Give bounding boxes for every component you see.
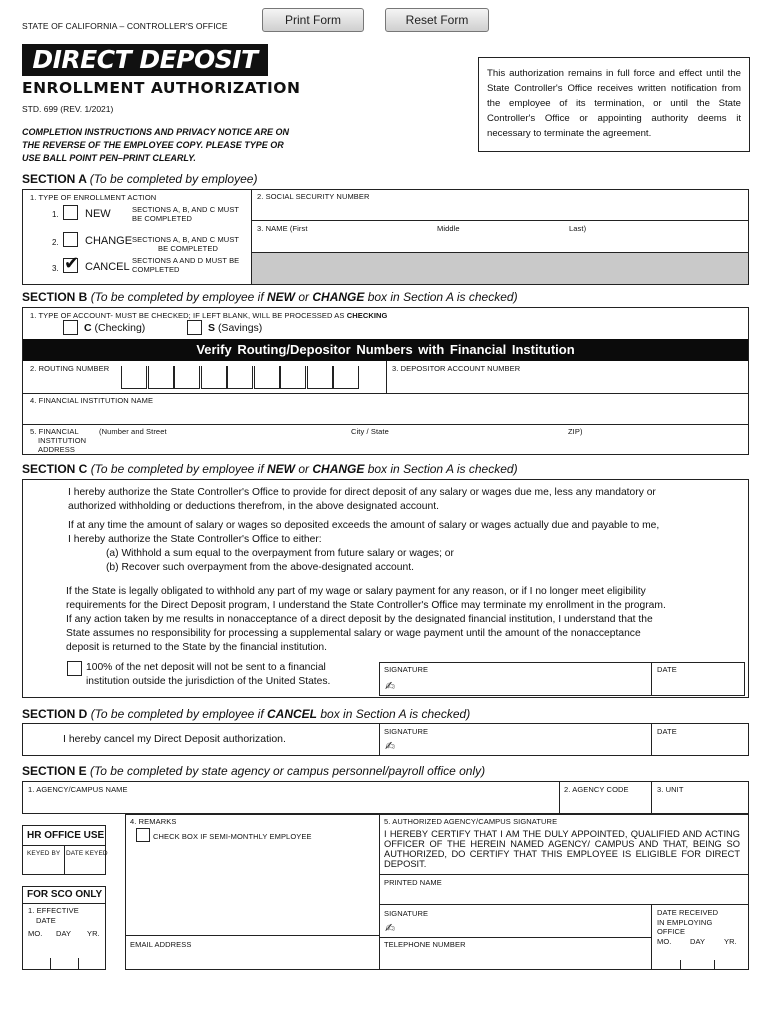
termination-paragraph: If the State is legally obligated to withhold any part of my wage or salary payment for any reason, or if I no longer meet eligibility requirements for the Direct Deposit program, I understand the State Controller's Office may terminate my enrollment in the program. If any action taken by me results in nonacceptance of a direct deposit by the designated financial institution, I understand that the State assumes no responsibility for processing a supplemental salary or wage payment until the amount of the nonacceptance deposit is returned to the State by the financial institution.	[66, 586, 666, 653]
institution-address-label: 5. FINANCIAL INSTITUTION ADDRESS	[30, 427, 87, 454]
mo-label: MO.	[657, 937, 672, 946]
change-checkbox[interactable]	[63, 232, 78, 247]
street-label: (Number and Street	[99, 427, 167, 436]
certification-statement: I HEREBY CERTIFY THAT I AM THE DULY APPOINTED, QUALIFIED AND ACTING OFFICER OF THE HEREIN NAMED AGENCY/ CAMPUS AND THAT, BEING SO AUTHORIZED, DO CERTIFY THAT THIS EMPLOYEE IS ELIGIBLE FOR DIRECT DEPOSIT.	[384, 829, 740, 869]
overpayment-paragraph: If at any time the amount of salary or wages so deposited exceeds the amount of salary or wages actually due and payable to me, I hereby authorize the State Controller's Office to either: (a) Withhold a sum equal to the overpayment from future salary or wages; or (b) Recover such overpayment from the above-designated account.	[68, 520, 660, 573]
institution-name-field[interactable]	[30, 406, 740, 422]
direct-deposit-logo	[22, 44, 268, 76]
authorized-signature-label: 5. AUTHORIZED AGENCY/CAMPUS SIGNATURE	[384, 817, 558, 826]
section-d-date-field[interactable]	[656, 736, 742, 754]
section-c-heading: SECTION C (To be completed by employee if NEW or CHANGE box in Section A is checked)	[22, 462, 518, 476]
authorized-signature-field[interactable]	[400, 918, 646, 935]
agency-name-field[interactable]	[28, 795, 553, 812]
name-first-label: 3. NAME (First	[257, 224, 308, 233]
checkmark-icon: ✔	[64, 253, 80, 273]
reset-form-button[interactable]: Reset Form	[385, 8, 489, 32]
routing-digit-box[interactable]	[148, 366, 174, 389]
date-label: DATE	[657, 665, 677, 674]
telephone-label: TELEPHONE NUMBER	[384, 940, 466, 949]
institution-name-label: 4. FINANCIAL INSTITUTION NAME	[30, 396, 154, 405]
institution-address-field[interactable]	[99, 437, 739, 452]
ssn-label: 2. SOCIAL SECURITY NUMBER	[257, 192, 370, 201]
keyed-by-field[interactable]	[25, 860, 62, 873]
ssn-field[interactable]	[258, 202, 738, 218]
pen-icon: ✍	[385, 739, 396, 753]
enrollment-type-label: 1. TYPE OF ENROLLMENT ACTION	[30, 193, 157, 202]
savings-label: S (Savings)	[208, 322, 263, 334]
zip-label: ZIP)	[568, 427, 583, 436]
email-label: EMAIL ADDRESS	[130, 940, 192, 949]
semi-monthly-label: CHECK BOX IF SEMI-MONTHLY EMPLOYEE	[153, 832, 312, 841]
section-c-date-field[interactable]	[656, 675, 742, 694]
new-checkbox[interactable]	[63, 205, 78, 220]
new-label: NEW	[85, 208, 111, 220]
day-label: DAY	[56, 929, 72, 938]
completion-instructions: COMPLETION INSTRUCTIONS AND PRIVACY NOTICE ARE ON THE REVERSE OF THE EMPLOYEE COPY. PLEASE TYPE OR USE BALL POINT PEN–PRINT CLEARLY.	[22, 127, 290, 163]
logo-text: DIRECT DEPOSIT	[32, 45, 258, 74]
mo-label: MO.	[28, 929, 43, 938]
city-state-label: City / State	[351, 427, 389, 436]
yr-label: YR.	[724, 937, 737, 946]
pen-icon: ✍	[385, 921, 396, 935]
checking-label: C (Checking)	[84, 322, 146, 334]
name-last-label: Last)	[569, 224, 587, 233]
form-title: ENROLLMENT AUTHORIZATION	[22, 79, 301, 97]
authorization-paragraph: I hereby authorize the State Controller's Office to provide for direct deposit of any salary or wages due me, less any mandatory or authorized withholding or deductions therefrom, in the above designated account.	[68, 487, 656, 512]
section-e-heading: SECTION E (To be completed by state agency or campus personnel/payroll office only)	[22, 764, 486, 778]
section-a-heading: SECTION A (To be completed by employee)	[22, 172, 258, 186]
date-keyed-label: DATE KEYED	[66, 850, 108, 857]
foreign-deposit-checkbox[interactable]	[67, 661, 82, 676]
print-form-button[interactable]: Print Form	[262, 8, 364, 32]
agency-name: STATE OF CALIFORNIA – CONTROLLER'S OFFICE	[22, 21, 228, 31]
name-field[interactable]	[258, 234, 738, 250]
telephone-field[interactable]	[384, 950, 646, 967]
hr-office-use-title: HR OFFICE USE	[27, 830, 105, 841]
termination-notice: This authorization remains in full force and effect until the State Controller's Office receives written notification from the employee of its termination, or until the State Controller's Office or appointing authority deems it necessary to terminate the agreement.	[487, 68, 741, 139]
email-field[interactable]	[130, 950, 374, 967]
signature-label: SIGNATURE	[384, 909, 429, 918]
routing-digit-box[interactable]	[201, 366, 227, 389]
routing-digit-box[interactable]	[121, 366, 147, 389]
keyed-by-label: KEYED BY	[27, 850, 61, 857]
cancel-label: CANCEL	[85, 261, 130, 273]
agency-code-field[interactable]	[564, 795, 647, 812]
form-number: STD. 699 (REV. 1/2021)	[22, 104, 114, 114]
date-keyed-field[interactable]	[67, 860, 103, 873]
remarks-field[interactable]	[130, 848, 374, 932]
agency-name-label: 1. AGENCY/CAMPUS NAME	[28, 785, 128, 794]
routing-digit-box[interactable]	[280, 366, 306, 389]
name-middle-label: Middle	[437, 224, 460, 233]
printed-name-field[interactable]	[384, 888, 740, 902]
routing-digit-box[interactable]	[227, 366, 253, 389]
remarks-label: 4. REMARKS	[130, 817, 177, 826]
signature-label: SIGNATURE	[384, 727, 429, 736]
date-label: DATE	[657, 727, 677, 736]
sco-only-title: FOR SCO ONLY	[27, 889, 103, 900]
account-number-label: 3. DEPOSITOR ACCOUNT NUMBER	[392, 364, 521, 373]
checking-checkbox[interactable]	[63, 320, 78, 335]
signature-label: SIGNATURE	[384, 665, 429, 674]
notice-box	[478, 57, 750, 152]
semi-monthly-checkbox[interactable]	[136, 828, 150, 842]
shaded-block	[252, 253, 748, 284]
cancel-note: SECTIONS A AND D MUST BE COMPLETED	[132, 256, 240, 274]
effective-date-label: 1. EFFECTIVE DATE	[28, 906, 79, 925]
verify-banner: Verify Routing/Depositor Numbers with Financial Institution	[23, 339, 748, 361]
routing-digit-box[interactable]	[174, 366, 200, 389]
cancel-checkbox[interactable]	[63, 253, 80, 273]
routing-digit-box[interactable]	[333, 366, 359, 389]
routing-digit-box[interactable]	[254, 366, 280, 389]
section-d-signature-field[interactable]	[400, 736, 646, 754]
account-type-label: 1. TYPE OF ACCOUNT- MUST BE CHECKED; IF LEFT BLANK, WILL BE PROCESSED AS CHECKING	[30, 311, 388, 320]
pen-icon: ✍	[385, 679, 396, 693]
change-label: CHANGE	[85, 235, 133, 247]
section-c-signature-field[interactable]	[400, 675, 646, 694]
day-label: DAY	[690, 937, 706, 946]
printed-name-label: PRINTED NAME	[384, 878, 442, 887]
unit-label: 3. UNIT	[657, 785, 684, 794]
section-d-heading: SECTION D (To be completed by employee if CANCEL box in Section A is checked)	[22, 707, 471, 721]
change-note: SECTIONS A, B, AND C MUST BE COMPLETED	[132, 235, 240, 253]
new-note: SECTIONS A, B, AND C MUST BE COMPLETED	[132, 205, 240, 223]
routing-digit-box[interactable]	[307, 366, 333, 389]
yr-label: YR.	[87, 929, 100, 938]
cancel-statement: I hereby cancel my Direct Deposit authorization.	[63, 733, 286, 745]
date-received-label: DATE RECEIVED IN EMPLOYING OFFICE	[657, 908, 719, 936]
foreign-deposit-statement: 100% of the net deposit will not be sent to a financial institution outside the jurisdiction of the United States.	[86, 662, 331, 687]
savings-checkbox[interactable]	[187, 320, 202, 335]
account-number-field[interactable]	[392, 374, 742, 390]
unit-field[interactable]	[656, 795, 744, 812]
agency-code-label: 2. AGENCY CODE	[564, 785, 629, 794]
section-b-heading: SECTION B (To be completed by employee if NEW or CHANGE box in Section A is checked)	[22, 290, 518, 304]
routing-label: 2. ROUTING NUMBER	[30, 364, 110, 373]
